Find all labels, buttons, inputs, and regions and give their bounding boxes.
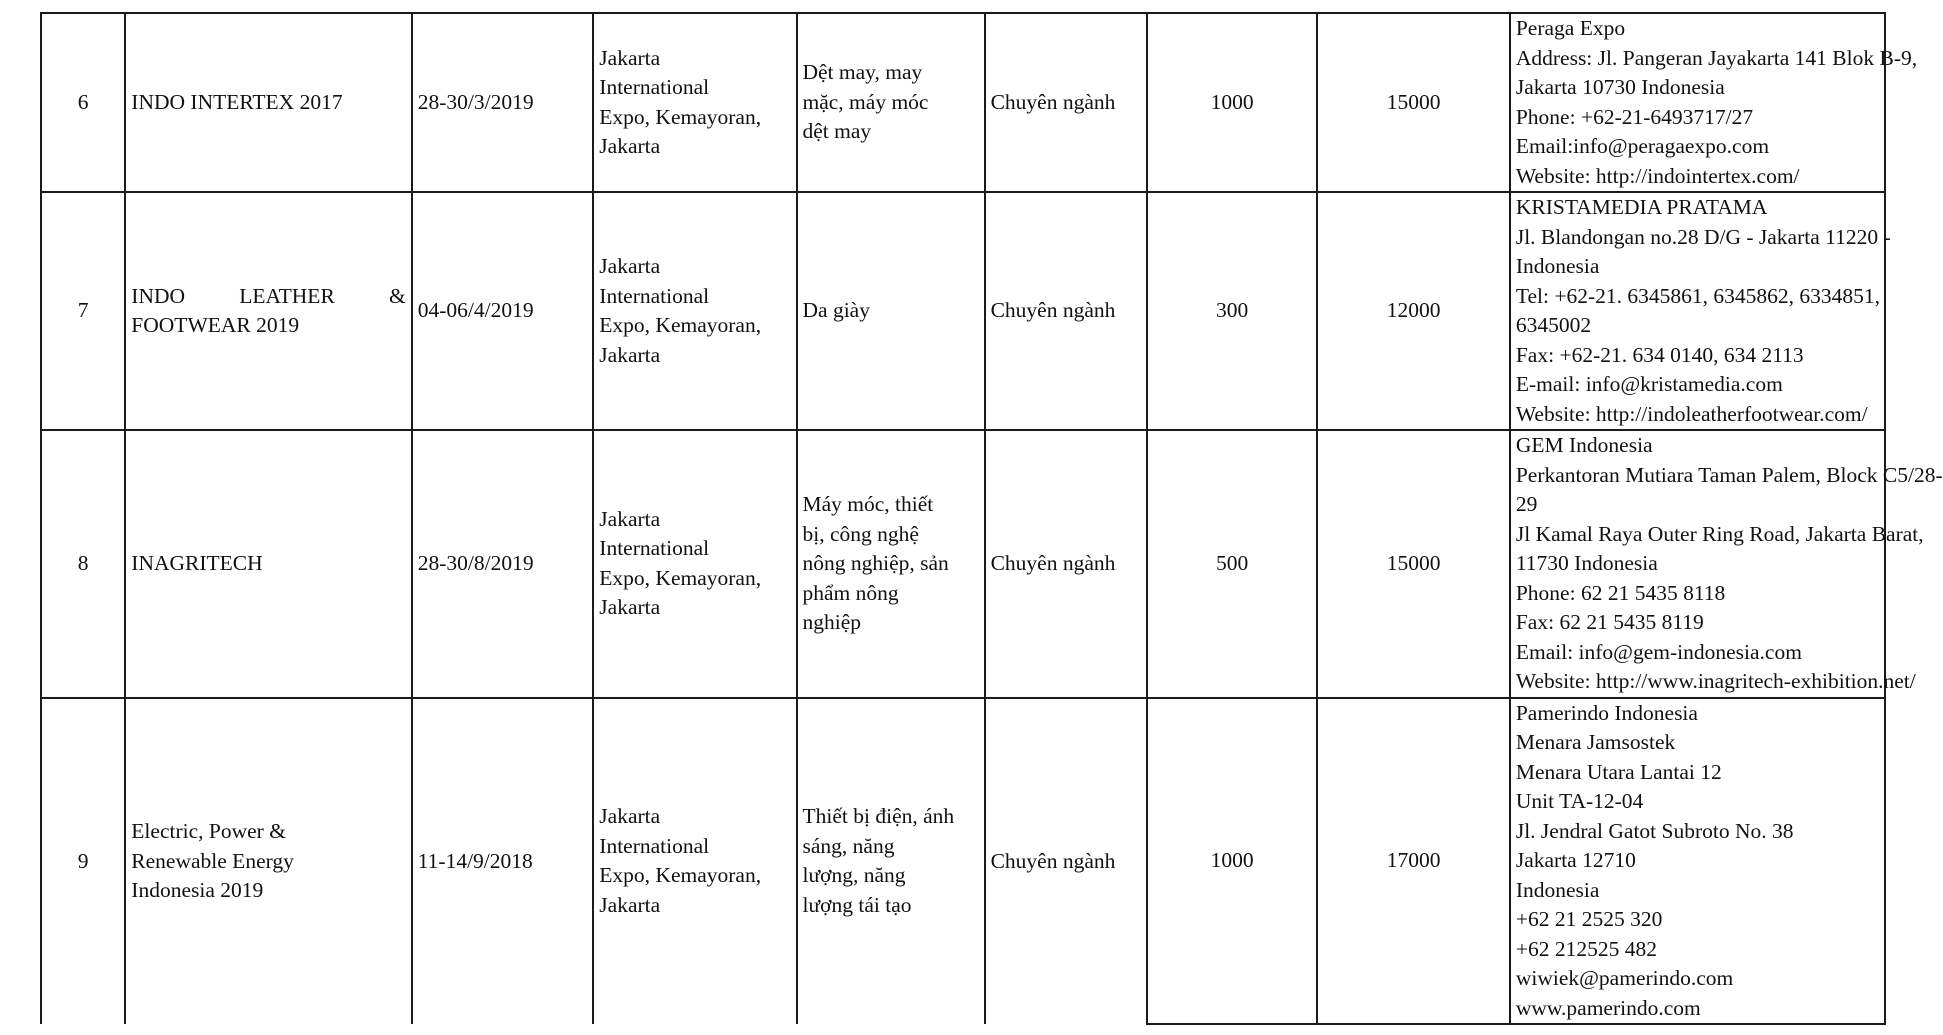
exhibitor-count: 500 xyxy=(1147,430,1318,698)
organizer-contact: GEM Indonesia Perkantoran Mutiara Taman Palem, Block C5/28- 29 Jl Kamal Raya Outer Ring Road, Jakarta Barat, 11730 Indonesia Phone: 62 21 5435 8118 Fax: 62 21 5435 8119 Email: info@gem-indonesia.com Website: http://www.inagritech-exhibition.net/ xyxy=(1510,430,1885,698)
fair-name: Electric, Power & Renewable Energy Indonesia 2019 xyxy=(125,698,411,1025)
fair-name: INDO LEATHER & FOOTWEAR 2019 xyxy=(125,192,411,430)
fair-type: Chuyên ngành xyxy=(985,192,1147,430)
exhibition-table xyxy=(40,12,1943,1025)
row-number: 8 xyxy=(41,430,125,698)
fair-date: 28-30/3/2019 xyxy=(412,13,594,192)
visitor-count: 17000 xyxy=(1317,698,1509,1025)
fair-date: 04-06/4/2019 xyxy=(412,192,594,430)
visitor-count: 15000 xyxy=(1317,430,1509,698)
fair-date: 28-30/8/2019 xyxy=(412,430,594,698)
row-number: 6 xyxy=(41,13,125,192)
exhibitor-count: 300 xyxy=(1147,192,1318,430)
fair-venue: Jakarta International Expo, Kemayoran, Jakarta xyxy=(593,13,796,192)
organizer-contact: Peraga Expo Address: Jl. Pangeran Jayakarta 141 Blok B-9, Jakarta 10730 Indonesia Phone: +62-21-6493717/27 Email:info@peragaexpo.com Website: http://indointertex.com/ xyxy=(1510,13,1885,192)
table-row xyxy=(41,13,1885,192)
row-number: 9 xyxy=(41,698,125,1025)
fair-date: 11-14/9/2018 xyxy=(412,698,594,1025)
fair-name: INAGRITECH xyxy=(125,430,411,698)
visitor-count: 12000 xyxy=(1317,192,1509,430)
fair-venue: Jakarta International Expo, Kemayoran, Jakarta xyxy=(593,192,796,430)
fair-sector: Da giày xyxy=(797,192,985,430)
visitor-count: 15000 xyxy=(1317,13,1509,192)
fair-sector: Dệt may, may mặc, máy móc dệt may xyxy=(797,13,985,192)
fair-venue: Jakarta International Expo, Kemayoran, Jakarta xyxy=(593,698,796,1025)
row-number: 7 xyxy=(41,192,125,430)
organizer-contact: Pamerindo Indonesia Menara Jamsostek Menara Utara Lantai 12 Unit TA-12-04 Jl. Jendral Gatot Subroto No. 38 Jakarta 12710 Indonesia +62 21 2525 320 +62 212525 482 wiwiek@pamerindo.com www.pamerindo.com xyxy=(1510,698,1885,1025)
exhibitor-count: 1000 xyxy=(1147,698,1318,1025)
fair-name: INDO INTERTEX 2017 xyxy=(125,13,411,192)
organizer-contact: KRISTAMEDIA PRATAMA Jl. Blandongan no.28 D/G - Jakarta 11220 - Indonesia Tel: +62-21. 6345861, 6345862, 6334851, 6345002 Fax: +62-21. 634 0140, 634 2113 E-mail: info@kristamedia.com Website: http://indoleatherfootwear.com/ xyxy=(1510,192,1885,430)
exhibitor-count: 1000 xyxy=(1147,13,1318,192)
fair-sector: Máy móc, thiết bị, công nghệ nông nghiệp, sản phẩm nông nghiệp xyxy=(797,430,985,698)
fair-venue: Jakarta International Expo, Kemayoran, Jakarta xyxy=(593,430,796,698)
table-row xyxy=(41,192,1885,430)
table-row xyxy=(41,698,1885,1025)
fair-type: Chuyên ngành xyxy=(985,698,1147,1025)
table-row xyxy=(41,430,1885,698)
fair-sector: Thiết bị điện, ánh sáng, năng lượng, năng lượng tái tạo xyxy=(797,698,985,1025)
fair-type: Chuyên ngành xyxy=(985,13,1147,192)
fair-type: Chuyên ngành xyxy=(985,430,1147,698)
